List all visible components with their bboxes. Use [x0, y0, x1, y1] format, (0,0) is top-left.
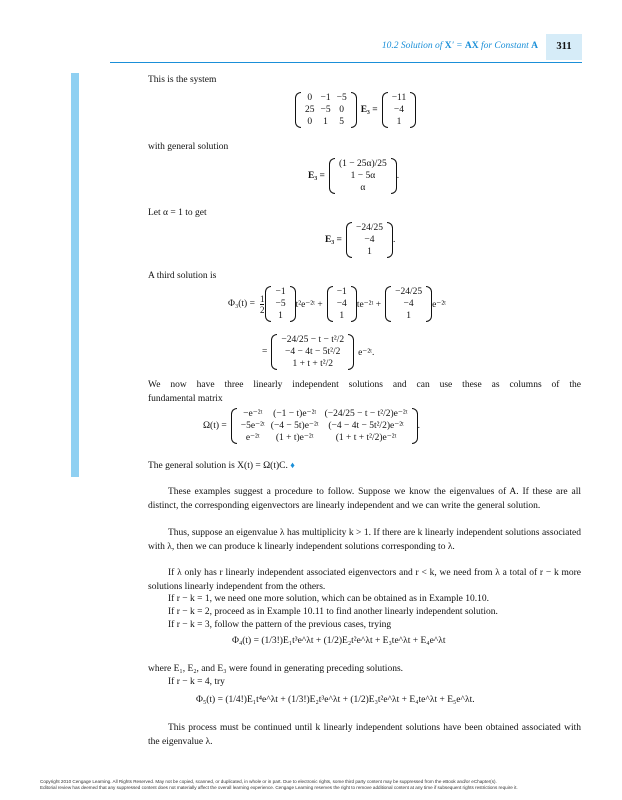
paragraph-3: [148, 567, 581, 594]
phi3-vector-3: [385, 286, 432, 322]
vector-cell: −24/25: [395, 287, 423, 297]
phi3-combined-vector: [271, 334, 354, 370]
paragraph-4-text: This process must be continued until k linearly independent solutions have been obtained associated with the eigenvalue λ.: [148, 723, 581, 747]
general-solution-sentence: The general solution is X(t) = Ω(t)C.: [148, 461, 288, 471]
running-header: [382, 41, 538, 51]
paragraph-4: [148, 722, 581, 749]
paragraph-3-text: If λ only has r linearly independent associated eigenvectors and r < k, we need from λ a total of r − k more solutions linearly independent from the others.: [148, 568, 581, 592]
matrix-cell: −5e⁻²ᵗ: [240, 421, 265, 431]
page-number: 311: [546, 34, 582, 60]
vector-cell: 1: [339, 311, 345, 321]
vector-cell: −4: [336, 299, 347, 309]
fundamental-line-2: fundamental matrix: [148, 393, 223, 404]
paragraph-1: [148, 486, 581, 513]
general-solution-is: [148, 459, 295, 472]
footer-line-2: Editorial review has deemed that any suppressed content does not materially affect the overall learning experience. Cengage Learning reserves the right to remove additional content at any time if subsequent rights restrictions require it.: [40, 785, 518, 790]
header-rule: [110, 62, 582, 63]
system-rhs-vector: [382, 92, 417, 128]
paragraph-2-text: Thus, suppose an eigenvalue λ has multiplicity k > 1. If there are k linearly independent solutions associated with λ, then we can produce k linearly independent solutions corresponding to λ.: [148, 528, 581, 552]
matrix-cell: 0: [307, 117, 313, 127]
system-lhs: E₃ =: [360, 105, 378, 115]
matrix-cell: −5: [336, 93, 347, 103]
fundamental-line-1: We now have three linearly independent solutions and can use these as columns of the: [148, 380, 581, 390]
gen-vector: [329, 158, 397, 194]
matrix-cell: (1 + t)e⁻²ᵗ: [275, 433, 314, 443]
matrix-cell: 5: [339, 117, 345, 127]
vector-cell: −11: [391, 93, 407, 103]
vector-cell: 1: [278, 311, 283, 321]
matrix-cell: (−1 − t)e⁻²ᵗ: [273, 409, 317, 419]
system-intro: This is the system: [148, 75, 217, 85]
e3-lhs: E₃ =: [325, 235, 342, 245]
fundamental-text: [148, 379, 581, 406]
phi3-term-1: t²e⁻²ᵗ +: [295, 299, 323, 310]
vector-cell: (1 − 25α)/25: [338, 159, 387, 169]
vector-cell: 1: [406, 311, 411, 321]
general-solution-label: with general solution: [148, 142, 229, 152]
vector-cell: −24/25: [355, 223, 383, 233]
header-eq: ′ =: [451, 41, 465, 51]
omega-matrix: [231, 408, 418, 444]
paragraph-1-text: These examples suggest a procedure to follow. Suppose we know the eigenvalues of A. If these are all distinct, the corresponding eigenvectors are linearly independent and we can write the general solution.: [148, 487, 581, 511]
footer-line-1: Copyright 2010 Cengage Learning. All Rights Reserved. May not be copied, scanned, or duplicated, in whole or in part. Due to electronic rights, some third party content may be suppressed from the eBook and/or eChapter(s).: [40, 779, 497, 784]
vector-cell: −4: [364, 235, 375, 245]
e3-equation: E₃ = −24/25 −4 1 .: [325, 223, 396, 257]
phi3-equation: [228, 286, 446, 322]
matrix-cell: −1: [320, 93, 331, 103]
phi3-vector-2: [327, 286, 357, 322]
phi3-combined-tail: e⁻²ᵗ.: [358, 347, 375, 358]
omega-lhs: Ω(t) =: [203, 421, 227, 431]
matrix-cell: 25: [305, 105, 315, 115]
case-r-k-1: If r − k = 1, we need one more solution, which can be obtained as in Example 10.10.: [168, 594, 489, 604]
vector-cell: −5: [275, 299, 286, 309]
gen-lhs: E₃ =: [308, 171, 325, 181]
system-equation: [295, 92, 416, 128]
e3-vector: [346, 222, 393, 258]
where-e-line: where E₁, E₂, and E₃ were found in generating preceding solutions.: [148, 664, 404, 674]
case-r-k-4: If r − k = 4, try: [168, 677, 225, 687]
matrix-cell: −5: [320, 105, 331, 115]
let-alpha: Let α = 1 to get: [148, 208, 207, 218]
matrix-cell: (−4 − 4t − 5t²/2)e⁻²ᵗ: [328, 421, 404, 431]
header-bold-a: A: [531, 41, 538, 51]
vector-cell: −1: [336, 287, 347, 297]
vector-cell: −4: [393, 105, 405, 115]
system-matrix: [295, 92, 357, 128]
vector-cell: −1: [275, 287, 286, 297]
header-suffix: for Constant: [478, 41, 532, 51]
general-solution-equation: E₃ = (1 − 25α)/25 1 − 5α α .: [308, 159, 400, 193]
matrix-cell: −e⁻²ᵗ: [243, 409, 263, 419]
phi3-lhs: Φ₃(t) =: [228, 299, 255, 309]
vector-cell: α: [360, 183, 366, 193]
phi3-vector-1: [265, 286, 295, 322]
phi4-equation: Φ₄(t) = (1/3!)E₁t³e^λt + (1/2)E₂t²e^λt + E₃te^λt + E₄e^λt: [232, 636, 446, 646]
vector-cell: −4 − 4t − 5t²/2: [285, 347, 341, 357]
phi3-combined: = −24/25 − t − t²/2 −4 − 4t − 5t²/2 1 + t + t²/2 e⁻²ᵗ.: [262, 335, 375, 369]
paragraph-2: [148, 527, 581, 554]
vector-cell: 1: [396, 117, 402, 127]
vector-cell: 1: [367, 247, 372, 257]
third-solution-label: A third solution is: [148, 271, 217, 281]
omega-equation: Ω(t) = −e⁻²ᵗ (−1 − t)e⁻²ᵗ (−24/25 − t − t²/2)e⁻²ᵗ −5e⁻²ᵗ (−4 − 5t)e⁻²ᵗ (−4 − 4t − 5t²/2)e⁻²ᵗ e⁻²ᵗ (1 + t)e⁻²ᵗ (1 + t + t²/2)e⁻²ᵗ .: [203, 409, 420, 443]
matrix-cell: (−4 − 5t)e⁻²ᵗ: [270, 421, 319, 431]
copyright-footer: [40, 779, 518, 791]
vector-cell: 1 + t + t²/2: [292, 359, 333, 369]
matrix-cell: (−24/25 − t − t²/2)e⁻²ᵗ: [324, 409, 408, 419]
vector-cell: −4: [403, 299, 414, 309]
header-section: 10.2 Solution of: [381, 41, 445, 51]
header-bold-ax: AX: [464, 41, 479, 51]
matrix-cell: e⁻²ᵗ: [245, 433, 260, 443]
vector-cell: −24/25 − t − t²/2: [281, 335, 345, 345]
phi5-equation: Φ₅(t) = (1/4!)E₁t⁴e^λt + (1/3!)E₂t³e^λt + (1/2)E₃t²e^λt + E₄te^λt + E₅e^λt.: [196, 695, 475, 705]
case-r-k-2: If r − k = 2, proceed as in Example 10.11 to find another linearly independent solution.: [168, 607, 498, 617]
matrix-cell: 0: [307, 93, 313, 103]
half-fraction: $\frac{1}{2}$: [259, 293, 265, 315]
matrix-cell: (1 + t + t²/2)e⁻²ᵗ: [335, 433, 397, 443]
phi3-term-3: e⁻²ᵗ: [432, 299, 446, 310]
end-of-example-diamond-icon: ♦: [290, 460, 295, 470]
phi3-term-2: te⁻²ᵗ +: [356, 299, 382, 310]
case-r-k-3: If r − k = 3, follow the pattern of the previous cases, trying: [168, 620, 392, 630]
header-bold-x: X: [444, 41, 452, 51]
matrix-cell: 0: [339, 105, 345, 115]
vector-cell: 1 − 5α: [350, 171, 376, 181]
example-sidebar-bar: [71, 73, 79, 477]
matrix-cell: 1: [323, 117, 328, 127]
